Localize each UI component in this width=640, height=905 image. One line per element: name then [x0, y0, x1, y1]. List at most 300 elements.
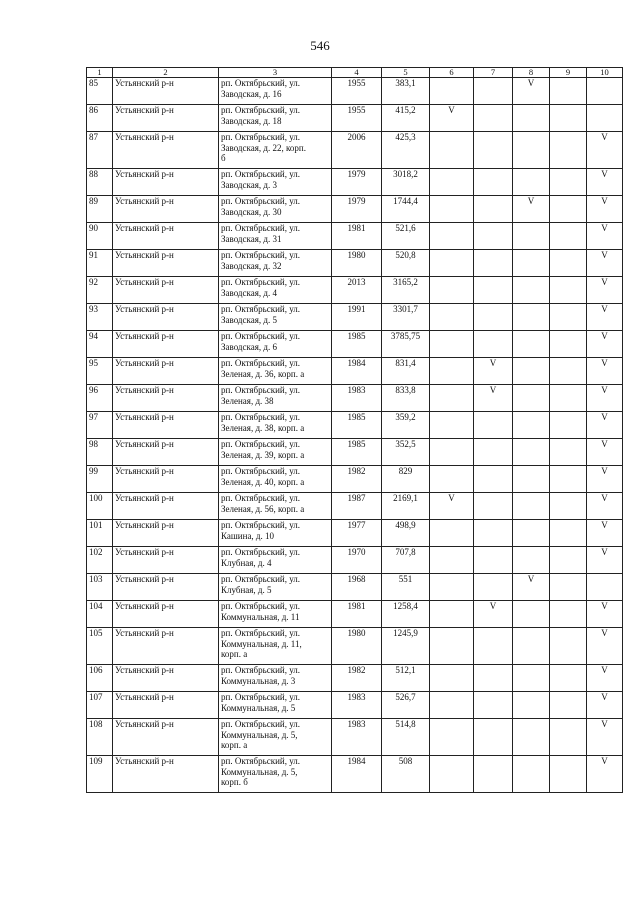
address-line: Зеленая, д. 38, корп. а: [221, 422, 305, 433]
mark-cell-c7: [474, 105, 513, 132]
mark-cell-c6: V: [430, 105, 474, 132]
address-line: рп. Октябрьский, ул.: [221, 601, 301, 611]
table-row: [87, 466, 623, 493]
address-cell: [219, 601, 332, 628]
table-row: [87, 196, 623, 223]
row-number-cell: 107: [87, 692, 113, 719]
mark-cell-c10: V: [587, 547, 623, 574]
mark-cell-c10: [587, 78, 623, 105]
mark-cell-c8: [513, 385, 550, 412]
district-cell: Устьянский р-н: [113, 169, 219, 196]
address-line: рп. Октябрьский, ул.: [221, 719, 301, 729]
district-cell: Устьянский р-н: [113, 574, 219, 601]
mark-cell-c10: V: [587, 358, 623, 385]
mark-cell-c9: [550, 223, 587, 250]
mark-cell-c6: [430, 574, 474, 601]
address-line: рп. Октябрьский, ул.: [221, 756, 301, 766]
mark-cell-c10: V: [587, 756, 623, 793]
row-number-cell: 89: [87, 196, 113, 223]
mark-cell-c9: [550, 277, 587, 304]
mark-cell-c8: [513, 250, 550, 277]
district-cell: Устьянский р-н: [113, 385, 219, 412]
table-row: [87, 756, 623, 793]
mark-cell-c6: [430, 132, 474, 169]
column-header: 2: [113, 68, 219, 78]
area-cell: 707,8: [382, 547, 430, 574]
address-line: Коммунальная, д. 3: [221, 675, 296, 686]
area-cell: 551: [382, 574, 430, 601]
address-line: Заводская, д. 30: [221, 206, 282, 217]
address-line: рп. Октябрьский, ул.: [221, 105, 301, 115]
mark-cell-c8: [513, 105, 550, 132]
column-header: 3: [219, 68, 332, 78]
district-cell: Устьянский р-н: [113, 628, 219, 665]
mark-cell-c8: [513, 132, 550, 169]
mark-cell-c7: V: [474, 358, 513, 385]
address-line: Зеленая, д. 56, корп. а: [221, 503, 305, 514]
address-cell: [219, 493, 332, 520]
address-line: рп. Октябрьский, ул.: [221, 628, 301, 638]
mark-cell-c6: [430, 250, 474, 277]
mark-cell-c6: [430, 196, 474, 223]
mark-cell-c9: [550, 169, 587, 196]
area-cell: 829: [382, 466, 430, 493]
mark-cell-c7: [474, 692, 513, 719]
mark-cell-c6: [430, 756, 474, 793]
mark-cell-c6: [430, 358, 474, 385]
column-header: 8: [513, 68, 550, 78]
mark-cell-c6: [430, 385, 474, 412]
table-row: [87, 132, 623, 169]
address-line: Зеленая, д. 38: [221, 395, 274, 406]
address-cell: [219, 169, 332, 196]
district-cell: Устьянский р-н: [113, 601, 219, 628]
district-cell: Устьянский р-н: [113, 277, 219, 304]
mark-cell-c10: V: [587, 719, 623, 756]
row-number-cell: 85: [87, 78, 113, 105]
year-cell: 1985: [332, 412, 382, 439]
area-cell: 2169,1: [382, 493, 430, 520]
mark-cell-c6: [430, 520, 474, 547]
address-line: Коммунальная, д. 5,: [221, 729, 298, 740]
year-cell: 1955: [332, 78, 382, 105]
mark-cell-c7: [474, 223, 513, 250]
row-number-cell: 108: [87, 719, 113, 756]
column-header: 7: [474, 68, 513, 78]
address-cell: [219, 105, 332, 132]
mark-cell-c7: [474, 439, 513, 466]
mark-cell-c6: [430, 439, 474, 466]
row-number-cell: 94: [87, 331, 113, 358]
address-line: Заводская, д. 18: [221, 115, 282, 126]
year-cell: 1977: [332, 520, 382, 547]
area-cell: 3301,7: [382, 304, 430, 331]
area-cell: 1744,4: [382, 196, 430, 223]
page-number: 546: [310, 38, 330, 53]
mark-cell-c7: [474, 196, 513, 223]
table-row: [87, 169, 623, 196]
mark-cell-c10: V: [587, 628, 623, 665]
district-cell: Устьянский р-н: [113, 692, 219, 719]
row-number-cell: 97: [87, 412, 113, 439]
mark-cell-c7: [474, 250, 513, 277]
address-cell: [219, 331, 332, 358]
address-line: рп. Октябрьский, ул.: [221, 304, 301, 314]
housing-registry-table: [86, 67, 623, 793]
address-cell: [219, 719, 332, 756]
address-cell: [219, 223, 332, 250]
mark-cell-c8: [513, 756, 550, 793]
mark-cell-c9: [550, 601, 587, 628]
address-line: рп. Октябрьский, ул.: [221, 223, 301, 233]
table-row: [87, 331, 623, 358]
district-cell: Устьянский р-н: [113, 223, 219, 250]
table-row: [87, 601, 623, 628]
mark-cell-c8: V: [513, 574, 550, 601]
mark-cell-c10: V: [587, 132, 623, 169]
mark-cell-c10: V: [587, 277, 623, 304]
address-cell: [219, 756, 332, 793]
address-cell: [219, 78, 332, 105]
district-cell: Устьянский р-н: [113, 250, 219, 277]
address-cell: [219, 628, 332, 665]
mark-cell-c6: [430, 466, 474, 493]
mark-cell-c9: [550, 132, 587, 169]
address-cell: [219, 665, 332, 692]
column-header: 5: [382, 68, 430, 78]
district-cell: Устьянский р-н: [113, 304, 219, 331]
row-number-cell: 93: [87, 304, 113, 331]
mark-cell-c6: [430, 692, 474, 719]
mark-cell-c6: [430, 78, 474, 105]
mark-cell-c9: [550, 520, 587, 547]
year-cell: 1985: [332, 439, 382, 466]
address-cell: [219, 520, 332, 547]
mark-cell-c7: [474, 78, 513, 105]
address-cell: [219, 466, 332, 493]
mark-cell-c6: [430, 665, 474, 692]
mark-cell-c10: V: [587, 493, 623, 520]
mark-cell-c6: [430, 412, 474, 439]
mark-cell-c10: [587, 574, 623, 601]
mark-cell-c10: V: [587, 250, 623, 277]
mark-cell-c7: [474, 574, 513, 601]
table-row: [87, 250, 623, 277]
area-cell: 833,8: [382, 385, 430, 412]
row-number-cell: 101: [87, 520, 113, 547]
mark-cell-c9: [550, 250, 587, 277]
address-cell: [219, 132, 332, 169]
mark-cell-c6: [430, 169, 474, 196]
mark-cell-c10: V: [587, 331, 623, 358]
address-line: рп. Октябрьский, ул.: [221, 358, 301, 368]
address-line: рп. Октябрьский, ул.: [221, 520, 301, 530]
mark-cell-c10: V: [587, 304, 623, 331]
area-cell: 425,3: [382, 132, 430, 169]
table-row: [87, 385, 623, 412]
mark-cell-c10: V: [587, 601, 623, 628]
year-cell: 1981: [332, 223, 382, 250]
address-line: Заводская, д. 6: [221, 341, 277, 352]
district-cell: Устьянский р-н: [113, 466, 219, 493]
address-line: б: [221, 153, 226, 163]
address-line: Заводская, д. 5: [221, 314, 277, 325]
column-header: 6: [430, 68, 474, 78]
row-number-cell: 100: [87, 493, 113, 520]
column-number-row: [87, 68, 623, 78]
table-row: [87, 692, 623, 719]
address-line: Коммунальная, д. 11: [221, 611, 300, 622]
year-cell: 1987: [332, 493, 382, 520]
area-cell: 352,5: [382, 439, 430, 466]
row-number-cell: 87: [87, 132, 113, 169]
address-line: Коммунальная, д. 5,: [221, 766, 298, 777]
mark-cell-c9: [550, 574, 587, 601]
mark-cell-c9: [550, 358, 587, 385]
district-cell: Устьянский р-н: [113, 105, 219, 132]
address-cell: [219, 547, 332, 574]
address-cell: [219, 412, 332, 439]
address-line: Заводская, д. 22, корп.: [221, 142, 306, 153]
mark-cell-c10: V: [587, 520, 623, 547]
mark-cell-c6: [430, 304, 474, 331]
mark-cell-c9: [550, 547, 587, 574]
district-cell: Устьянский р-н: [113, 665, 219, 692]
address-cell: [219, 358, 332, 385]
mark-cell-c9: [550, 385, 587, 412]
mark-cell-c8: [513, 466, 550, 493]
address-cell: [219, 574, 332, 601]
mark-cell-c8: [513, 665, 550, 692]
table-row: [87, 665, 623, 692]
area-cell: 512,1: [382, 665, 430, 692]
table-row: [87, 719, 623, 756]
mark-cell-c8: [513, 601, 550, 628]
area-cell: 1258,4: [382, 601, 430, 628]
address-cell: [219, 439, 332, 466]
mark-cell-c10: V: [587, 665, 623, 692]
mark-cell-c10: V: [587, 196, 623, 223]
mark-cell-c8: [513, 358, 550, 385]
row-number-cell: 105: [87, 628, 113, 665]
address-cell: [219, 385, 332, 412]
year-cell: 1982: [332, 466, 382, 493]
column-header: 9: [550, 68, 587, 78]
area-cell: 415,2: [382, 105, 430, 132]
district-cell: Устьянский р-н: [113, 520, 219, 547]
column-header: 1: [87, 68, 113, 78]
mark-cell-c8: [513, 547, 550, 574]
year-cell: 1982: [332, 665, 382, 692]
table-row: [87, 439, 623, 466]
district-cell: Устьянский р-н: [113, 719, 219, 756]
mark-cell-c9: [550, 719, 587, 756]
mark-cell-c10: V: [587, 412, 623, 439]
area-cell: 520,8: [382, 250, 430, 277]
address-line: Заводская, д. 32: [221, 260, 282, 271]
column-header: 4: [332, 68, 382, 78]
address-line: Заводская, д. 3: [221, 179, 277, 190]
mark-cell-c9: [550, 466, 587, 493]
year-cell: 1979: [332, 196, 382, 223]
mark-cell-c9: [550, 196, 587, 223]
mark-cell-c8: [513, 169, 550, 196]
row-number-cell: 98: [87, 439, 113, 466]
mark-cell-c10: V: [587, 439, 623, 466]
year-cell: 1985: [332, 331, 382, 358]
address-line: рп. Октябрьский, ул.: [221, 132, 301, 142]
row-number-cell: 95: [87, 358, 113, 385]
year-cell: 1983: [332, 692, 382, 719]
mark-cell-c8: [513, 493, 550, 520]
mark-cell-c7: [474, 719, 513, 756]
mark-cell-c10: V: [587, 223, 623, 250]
district-cell: Устьянский р-н: [113, 196, 219, 223]
area-cell: 3165,2: [382, 277, 430, 304]
area-cell: 383,1: [382, 78, 430, 105]
address-line: рп. Октябрьский, ул.: [221, 547, 301, 557]
mark-cell-c9: [550, 412, 587, 439]
mark-cell-c9: [550, 331, 587, 358]
row-number-cell: 96: [87, 385, 113, 412]
table-row: [87, 304, 623, 331]
mark-cell-c8: [513, 304, 550, 331]
mark-cell-c6: [430, 331, 474, 358]
address-line: Кашина, д. 10: [221, 530, 275, 541]
mark-cell-c6: [430, 601, 474, 628]
mark-cell-c6: [430, 719, 474, 756]
address-line: рп. Октябрьский, ул.: [221, 196, 301, 206]
address-line: рп. Октябрьский, ул.: [221, 493, 301, 503]
mark-cell-c7: [474, 520, 513, 547]
mark-cell-c6: [430, 628, 474, 665]
address-line: рп. Октябрьский, ул.: [221, 466, 301, 476]
mark-cell-c10: V: [587, 169, 623, 196]
address-line: Зеленая, д. 39, корп. а: [221, 449, 305, 460]
mark-cell-c8: [513, 520, 550, 547]
table-row: [87, 412, 623, 439]
address-line: Зеленая, д. 36, корп. а: [221, 368, 305, 379]
mark-cell-c7: V: [474, 601, 513, 628]
district-cell: Устьянский р-н: [113, 132, 219, 169]
mark-cell-c10: [587, 105, 623, 132]
address-line: рп. Октябрьский, ул.: [221, 412, 301, 422]
table-row: [87, 223, 623, 250]
row-number-cell: 88: [87, 169, 113, 196]
year-cell: 1991: [332, 304, 382, 331]
year-cell: 2006: [332, 132, 382, 169]
address-line: рп. Октябрьский, ул.: [221, 78, 301, 88]
address-line: корп. а: [221, 740, 248, 750]
address-cell: [219, 277, 332, 304]
table-row: [87, 493, 623, 520]
mark-cell-c8: [513, 439, 550, 466]
year-cell: 1984: [332, 756, 382, 793]
area-cell: 3785,75: [382, 331, 430, 358]
address-line: Клубная, д. 4: [221, 557, 272, 568]
address-line: корп. а: [221, 649, 248, 659]
mark-cell-c10: V: [587, 385, 623, 412]
table-row: [87, 105, 623, 132]
address-line: Заводская, д. 4: [221, 287, 277, 298]
address-cell: [219, 304, 332, 331]
address-cell: [219, 692, 332, 719]
row-number-cell: 99: [87, 466, 113, 493]
mark-cell-c7: [474, 331, 513, 358]
mark-cell-c9: [550, 78, 587, 105]
mark-cell-c7: [474, 132, 513, 169]
address-line: рп. Октябрьский, ул.: [221, 439, 301, 449]
year-cell: 1984: [332, 358, 382, 385]
year-cell: 1983: [332, 385, 382, 412]
mark-cell-c9: [550, 304, 587, 331]
table-row: [87, 574, 623, 601]
table-row: [87, 358, 623, 385]
row-number-cell: 106: [87, 665, 113, 692]
table-row: [87, 520, 623, 547]
district-cell: Устьянский р-н: [113, 358, 219, 385]
address-line: Коммунальная, д. 5: [221, 702, 296, 713]
mark-cell-c6: [430, 547, 474, 574]
district-cell: Устьянский р-н: [113, 547, 219, 574]
mark-cell-c7: [474, 412, 513, 439]
address-line: Заводская, д. 16: [221, 88, 282, 99]
year-cell: 2013: [332, 277, 382, 304]
address-line: рп. Октябрьский, ул.: [221, 692, 301, 702]
address-line: рп. Октябрьский, ул.: [221, 385, 301, 395]
row-number-cell: 109: [87, 756, 113, 793]
area-cell: 359,2: [382, 412, 430, 439]
table-row: [87, 277, 623, 304]
row-number-cell: 103: [87, 574, 113, 601]
district-cell: Устьянский р-н: [113, 756, 219, 793]
mark-cell-c7: [474, 493, 513, 520]
mark-cell-c8: [513, 331, 550, 358]
mark-cell-c7: [474, 665, 513, 692]
address-line: рп. Октябрьский, ул.: [221, 250, 301, 260]
area-cell: 514,8: [382, 719, 430, 756]
mark-cell-c7: [474, 756, 513, 793]
address-line: Зеленая, д. 40, корп. а: [221, 476, 305, 487]
mark-cell-c9: [550, 692, 587, 719]
mark-cell-c7: [474, 277, 513, 304]
mark-cell-c6: [430, 223, 474, 250]
mark-cell-c7: [474, 169, 513, 196]
mark-cell-c9: [550, 105, 587, 132]
address-line: рп. Октябрьский, ул.: [221, 574, 301, 584]
mark-cell-c8: [513, 223, 550, 250]
address-cell: [219, 250, 332, 277]
row-number-cell: 102: [87, 547, 113, 574]
mark-cell-c7: [474, 547, 513, 574]
row-number-cell: 104: [87, 601, 113, 628]
table-row: [87, 628, 623, 665]
row-number-cell: 90: [87, 223, 113, 250]
mark-cell-c7: V: [474, 385, 513, 412]
table-row: [87, 78, 623, 105]
mark-cell-c7: [474, 628, 513, 665]
address-line: корп. б: [221, 777, 248, 787]
mark-cell-c9: [550, 665, 587, 692]
district-cell: Устьянский р-н: [113, 412, 219, 439]
mark-cell-c9: [550, 439, 587, 466]
mark-cell-c7: [474, 304, 513, 331]
year-cell: 1980: [332, 250, 382, 277]
mark-cell-c9: [550, 628, 587, 665]
column-header: 10: [587, 68, 623, 78]
address-line: Клубная, д. 5: [221, 584, 272, 595]
mark-cell-c6: V: [430, 493, 474, 520]
